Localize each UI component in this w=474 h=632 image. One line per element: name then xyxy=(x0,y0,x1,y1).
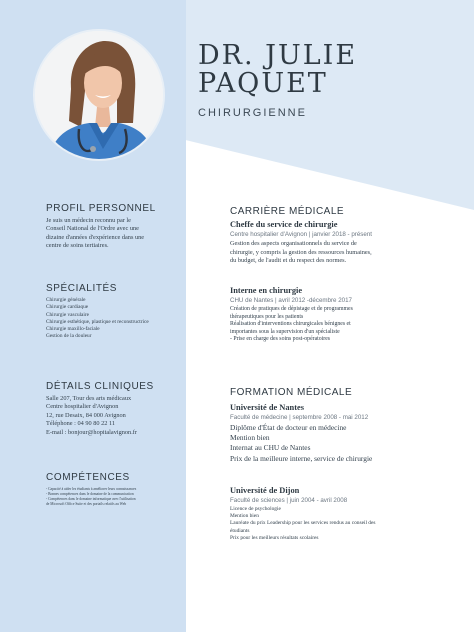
job-description-line: du budget, de l'audit et du respect des normes. xyxy=(230,257,347,265)
clinic-phone: Téléphone : 04 90 80 22 11 xyxy=(46,420,116,428)
specialty-item: Chirurgie vasculaire xyxy=(46,311,89,318)
job-title: Interne en chirurgie xyxy=(230,286,303,295)
specialty-item: Gestion de la douleur xyxy=(46,333,92,340)
job-description-line: Gestion des aspects organisationnels du service de xyxy=(230,240,357,247)
job-description xyxy=(230,306,440,344)
job-description xyxy=(230,240,440,266)
education-entry xyxy=(230,486,440,542)
education-section-title: FORMATION MÉDICALE xyxy=(230,387,353,398)
specialties-list xyxy=(46,297,149,341)
skills-list xyxy=(46,487,136,507)
name-line-2: PAQUET xyxy=(198,68,328,99)
job-description-line: Création de pratiques de dépistage et de programmes xyxy=(230,306,353,312)
job-meta: Centre hospitalier d'Avignon | janvier 2018 - présent xyxy=(230,231,372,238)
school-description-line: Lauréate du prix Leadership pour les services rendus au conseil des xyxy=(230,520,376,527)
school-description-line: Mention bien xyxy=(230,513,259,520)
clinic-address-line: Salle 207, Tour des arts médicaux xyxy=(46,395,132,402)
specialty-item: Chirurgie cardiaque xyxy=(46,304,89,311)
name-line-1: DR. JULIE xyxy=(198,40,358,71)
school-description xyxy=(230,423,440,464)
profile-section-title: PROFIL PERSONNEL xyxy=(46,203,156,214)
school-description-line: Diplôme d'État de docteur en médecine xyxy=(230,423,347,432)
school-description-line: Prix de la meilleure interne, service de chirurgie xyxy=(230,453,373,463)
skill-item: - Capacité à aider les étudiants à améliorer leurs connaissances xyxy=(46,487,137,491)
profile-text xyxy=(46,217,144,251)
skill-item: - Bonnes compétences dans le domaine de la communication xyxy=(46,492,134,496)
doctor-portrait-image xyxy=(35,31,165,161)
skill-item: de Microsoft Office Suite et des portails relatifs au Web xyxy=(46,502,127,506)
specialties-section-title: SPÉCIALITÉS xyxy=(46,283,118,294)
skills-section-title: COMPÉTENCES xyxy=(46,472,130,483)
skill-item: - Compétences dans le domaine informatique avec l'utilisation xyxy=(46,497,136,501)
profile-photo xyxy=(33,29,165,161)
school-meta: Faculté de médecine | septembre 2008 - mai 2012 xyxy=(230,414,369,421)
specialty-item: Chirurgie générale xyxy=(46,297,86,303)
job-title: Cheffe du service de chirurgie xyxy=(230,220,338,229)
school-description-line: Internat au CHU de Nantes xyxy=(230,443,311,453)
school-title: Université de Nantes xyxy=(230,403,304,412)
clinic-address-line: 12, rue Desaix, 84 000 Avignon xyxy=(46,411,126,419)
profile-line: centre de soins tertiaires. xyxy=(46,242,109,250)
career-entry xyxy=(230,220,440,266)
education-entry xyxy=(230,403,440,464)
profile-line: Conseil National de l'Ordre avec une xyxy=(46,225,139,233)
clinic-email: E-mail : bonjour@hopitalavignon.fr xyxy=(46,428,137,436)
profile-line: dizaine d'années d'expérience dans une xyxy=(46,233,145,241)
job-description-line: importantes sous la supervision d'un spécialiste xyxy=(230,328,340,335)
job-description-line: - Prise en charge des soins post-opératoires xyxy=(230,336,331,343)
clinic-details xyxy=(46,395,137,437)
career-entry xyxy=(230,286,440,344)
specialty-item: Chirurgie maxillo-faciale xyxy=(46,326,100,333)
doctor-name xyxy=(198,42,357,98)
job-role: CHIRURGIENNE xyxy=(198,107,307,119)
school-meta: Faculté de sciences | juin 2004 - avril 2008 xyxy=(230,497,348,504)
school-description-line: Mention bien xyxy=(230,433,270,443)
profile-line: Je suis un médecin reconnu par le xyxy=(46,217,131,224)
school-description xyxy=(230,506,440,542)
clinic-address-line: Centre hospitalier d'Avignon xyxy=(46,403,119,411)
job-description-line: thérapeutiques pour les patients xyxy=(230,313,304,320)
specialty-item: Chirurgie esthétique, plastique et reconstructrice xyxy=(46,318,149,325)
school-title: Université de Dijon xyxy=(230,486,300,495)
school-description-line: étudiants xyxy=(230,527,250,534)
job-description-line: Réalisation d'interventions chirurgicales bénignes et xyxy=(230,321,351,328)
career-section-title: CARRIÈRE MÉDICALE xyxy=(230,206,345,217)
school-description-line: Prix pour les meilleurs résultats scolaires xyxy=(230,534,319,541)
school-description-line: Licence de psychologie xyxy=(230,506,281,512)
job-meta: CHU de Nantes | avril 2012 -décembre 2017 xyxy=(230,297,352,304)
job-description-line: chirurgie, y compris la gestion des ressources humaines, xyxy=(230,248,372,256)
clinic-section-title: DÉTAILS CLINIQUES xyxy=(46,381,154,392)
